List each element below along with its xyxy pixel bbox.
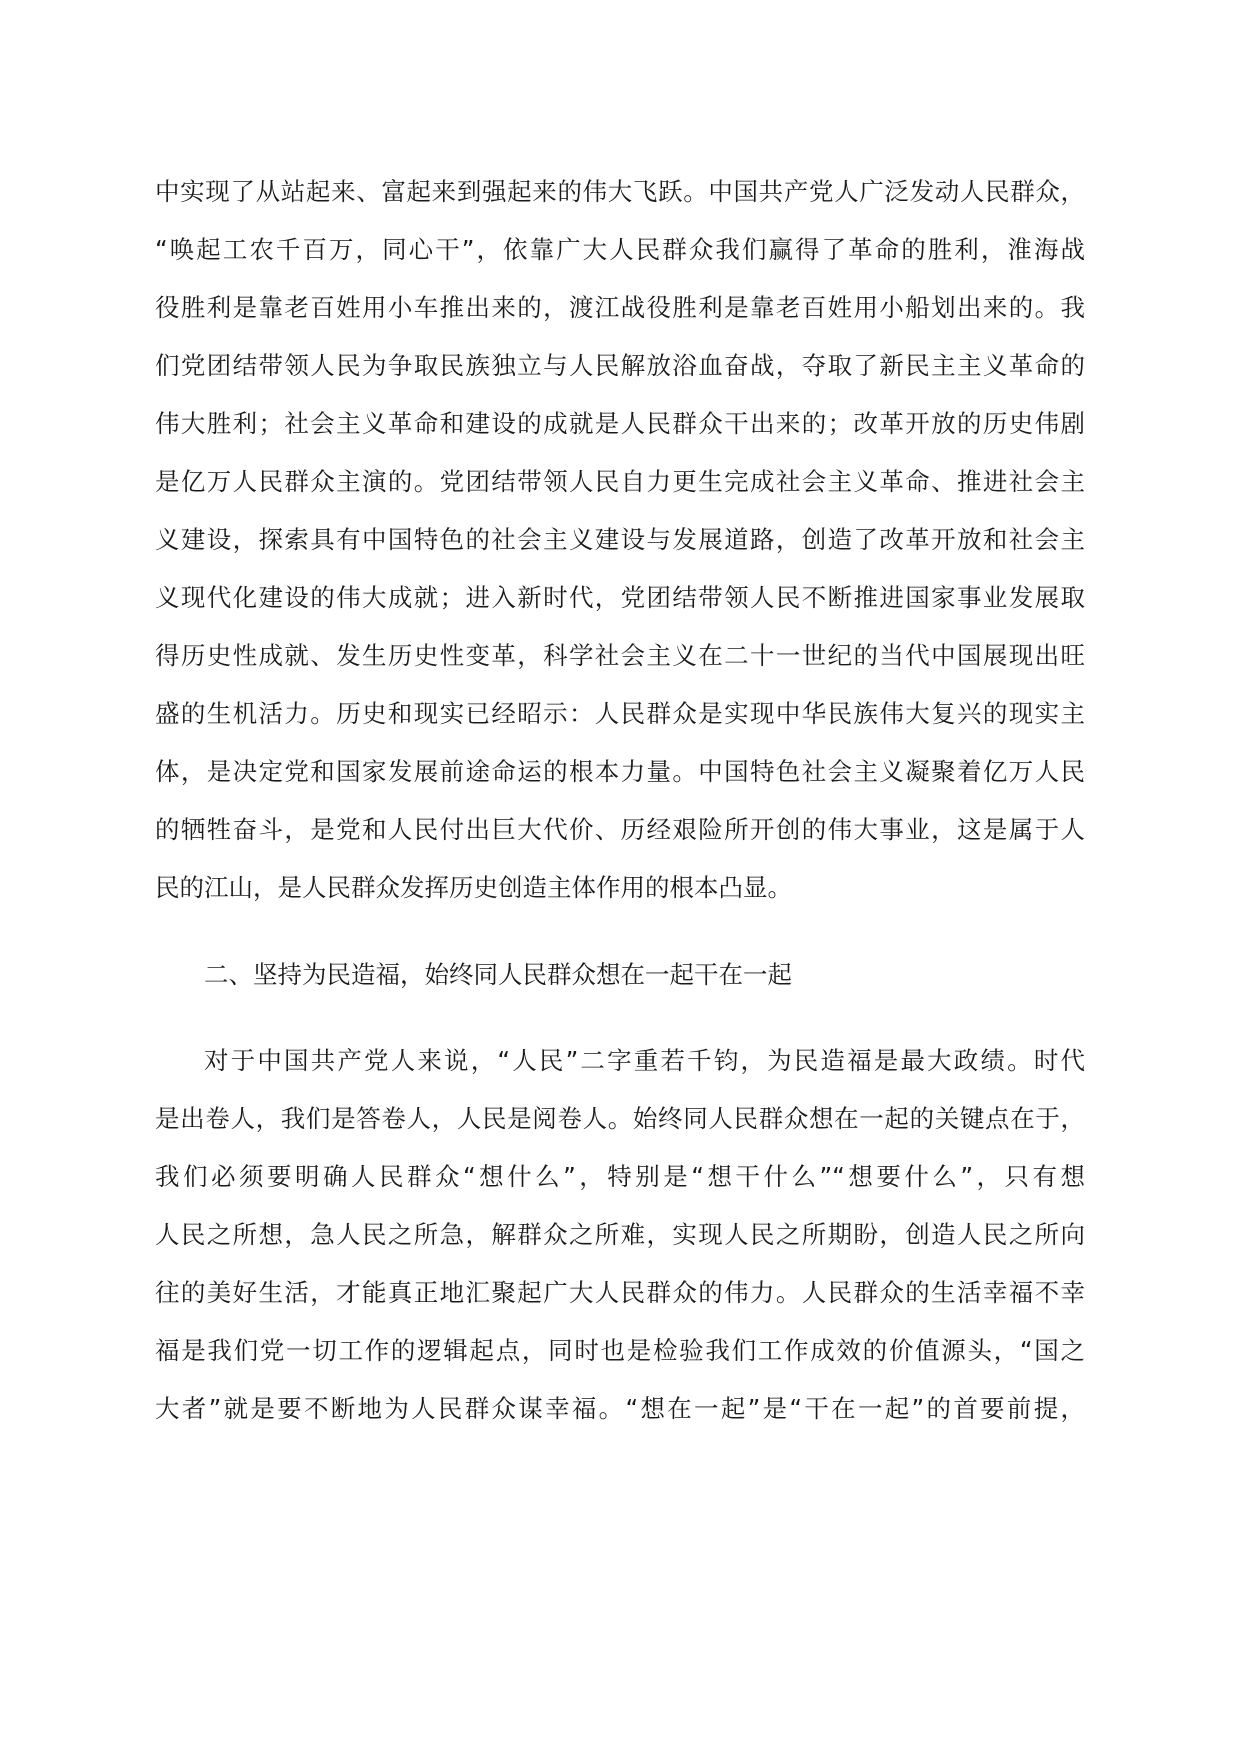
text-line: 伟大胜利；社会主义革命和建设的成就是人民群众干出来的；改革开放的历史伟剧 <box>155 409 1085 438</box>
text-line: 役胜利是靠老百姓用小车推出来的，渡江战役胜利是靠老百姓用小船划出来的。我 <box>155 293 1085 322</box>
text-line: 义现代化建设的伟大成就；进入新时代，党团结带领人民不断推进国家事业发展取 <box>155 583 1085 612</box>
text-line: 人民之所想，急人民之所急，解群众之所难，实现人民之所期盼，创造人民之所向 <box>155 1220 1085 1249</box>
text-line: 盛的生机活力。历史和现实已经昭示：人民群众是实现中华民族伟大复兴的现实主 <box>155 699 1085 728</box>
text-line: 体，是决定党和国家发展前途命运的根本力量。中国特色社会主义凝聚着亿万人民 <box>155 757 1085 786</box>
text-line: 福是我们党一切工作的逻辑起点，同时也是检验我们工作成效的价值源头，“国之 <box>155 1336 1085 1365</box>
text-line: 中实现了从站起来、富起来到强起来的伟大飞跃。中国共产党人广泛发动人民群众， <box>155 177 1085 206</box>
text-line: 往的美好生活，才能真正地汇聚起广大人民群众的伟力。人民群众的生活幸福不幸 <box>155 1278 1085 1307</box>
text-line: “唤起工农千百万，同心干”，依靠广大人民群众我们赢得了革命的胜利，淮海战 <box>155 235 1085 264</box>
section-heading: 二、坚持为民造福，始终同人民群众想在一起干在一起 <box>204 960 792 989</box>
text-line: 的牺牲奋斗，是党和人民付出巨大代价、历经艰险所开创的伟大事业，这是属于人 <box>155 815 1085 844</box>
text-line: 大者”就是要不断地为人民群众谋幸福。“想在一起”是“干在一起”的首要前提， <box>155 1394 1085 1423</box>
text-line: 义建设，探索具有中国特色的社会主义建设与发展道路，创造了改革开放和社会主 <box>155 525 1085 554</box>
text-line: 对于中国共产党人来说，“人民”二字重若千钧，为民造福是最大政绩。时代 <box>204 1046 1085 1075</box>
text-line: 们党团结带领人民为争取民族独立与人民解放浴血奋战，夺取了新民主主义革命的 <box>155 351 1085 380</box>
text-line: 得历史性成就、发生历史性变革，科学社会主义在二十一世纪的当代中国展现出旺 <box>155 641 1085 670</box>
text-line: 我们必须要明确人民群众“想什么”，特别是“想干什么”“想要什么”，只有想 <box>155 1162 1085 1191</box>
text-line: 是出卷人，我们是答卷人，人民是阅卷人。始终同人民群众想在一起的关键点在于， <box>155 1104 1085 1133</box>
text-line: 是亿万人民群众主演的。党团结带领人民自力更生完成社会主义革命、推进社会主 <box>155 467 1085 496</box>
text-line: 民的江山，是人民群众发挥历史创造主体作用的根本凸显。 <box>155 873 792 902</box>
